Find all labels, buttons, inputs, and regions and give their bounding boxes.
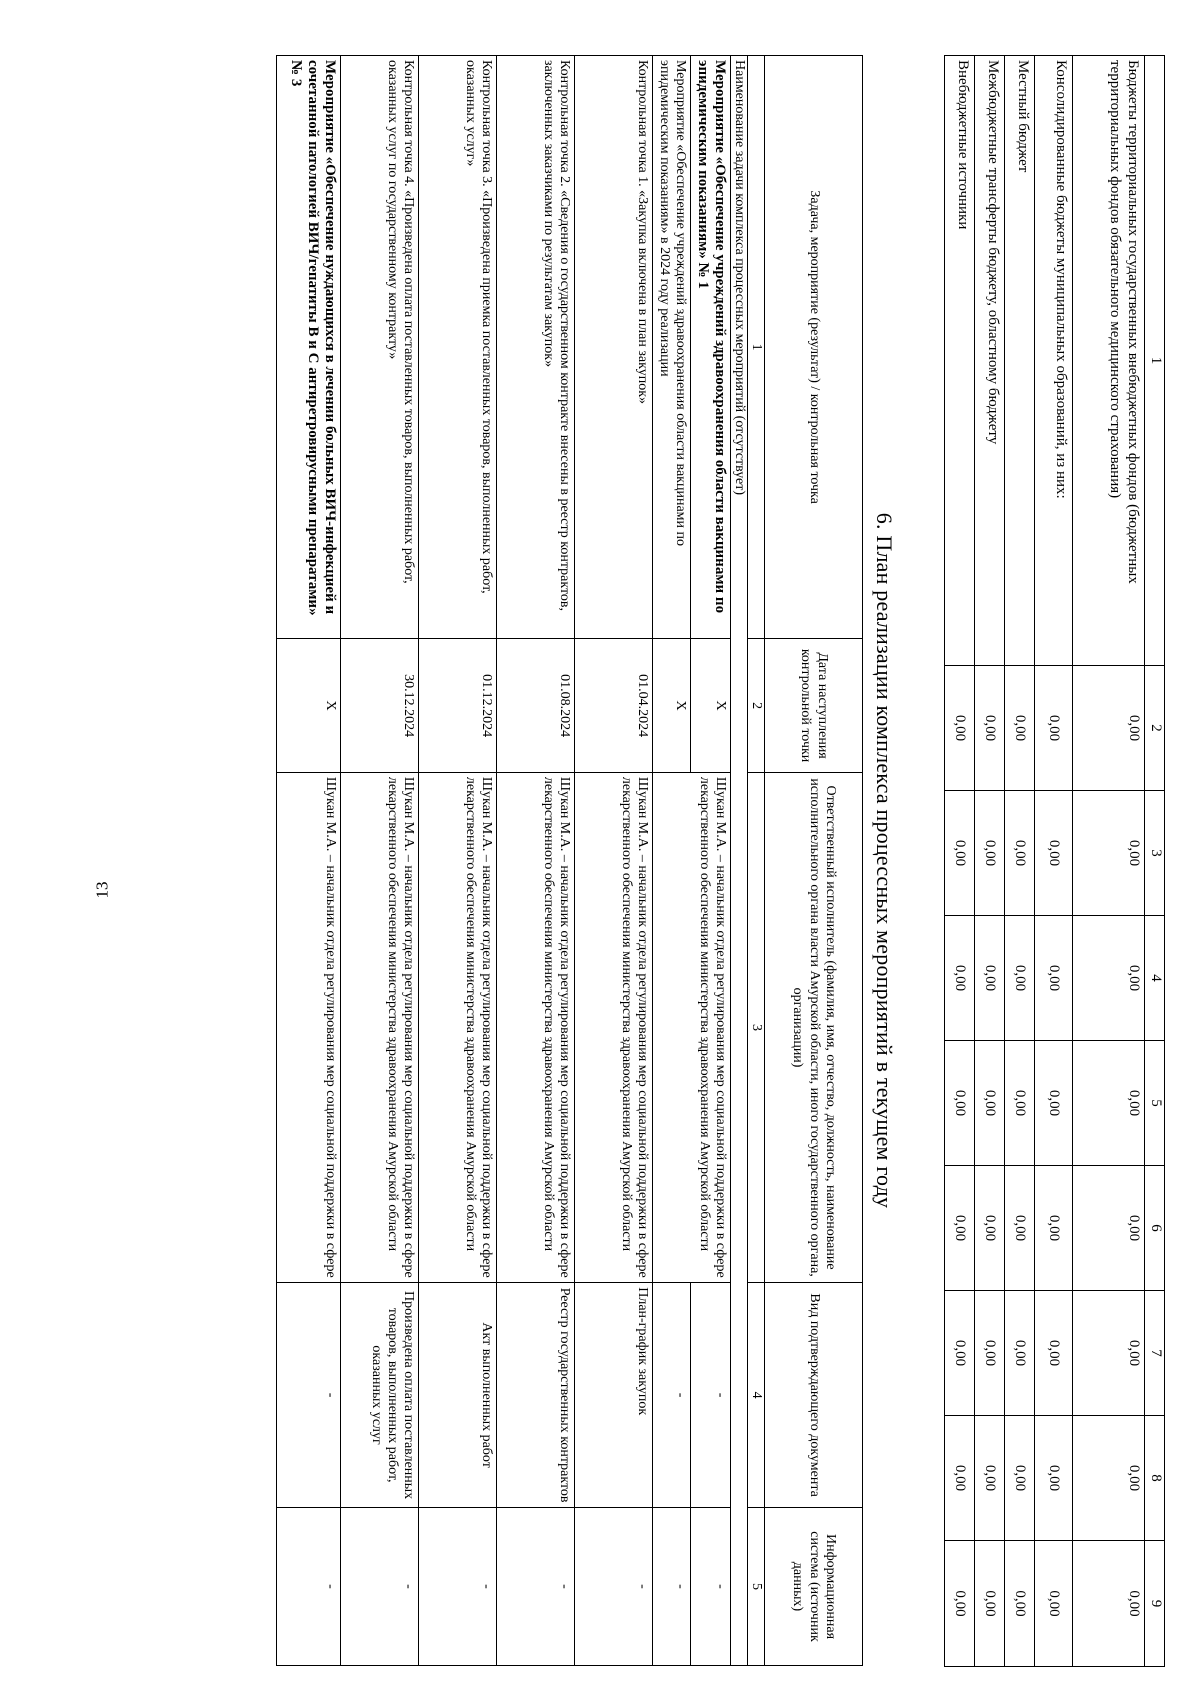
responsible-executor: Шукан М.А. – начальник отдела регулирования мер социальной поддержки в сфере лекарственного обеспечения министерства здравоохранения Амурской области — [419, 772, 497, 1282]
table1-header-cell: 9 — [1145, 1541, 1165, 1667]
value-cell: 0,00 — [975, 791, 1005, 916]
info-system — [497, 1508, 575, 1666]
responsible-executor: Шукан М.А. – начальник отдела регулирования мер социальной поддержки в сфере лекарственного обеспечения министерства здравоохранения Амурской области — [653, 772, 731, 1282]
info-system — [653, 1508, 691, 1666]
info-system-value: - — [712, 1584, 728, 1589]
info-system — [419, 1508, 497, 1666]
table-row — [341, 56, 419, 1666]
value-cell: 0,00 — [1005, 1041, 1035, 1166]
supporting-document: Произведена оплата поставленных товаров, выполненных работ, оказанных услуг — [341, 1283, 419, 1508]
table2-column-numbers-row — [747, 56, 764, 1666]
column-number: 4 — [747, 1283, 764, 1508]
document-value: - — [712, 1392, 728, 1398]
table1-header-cell: 8 — [1145, 1416, 1165, 1541]
task-row — [730, 56, 747, 1666]
table-row — [975, 56, 1005, 1667]
value-cell: 0,00 — [975, 1041, 1005, 1166]
table-row — [691, 56, 731, 1666]
supporting-document: План-график закупок — [575, 1283, 653, 1508]
value-cell: 0,00 — [945, 1416, 975, 1541]
document-value: - — [323, 1392, 339, 1398]
value-cell: 0,00 — [945, 791, 975, 916]
value-cell: 0,00 — [975, 1166, 1005, 1291]
control-date: 30.12.2024 — [341, 639, 419, 773]
rotated-landscape-content — [165, 25, 1165, 1675]
value-cell: 0,00 — [945, 1041, 975, 1166]
document-value: - — [673, 1392, 689, 1398]
column-number: 2 — [747, 639, 764, 773]
control-date: 01.12.2024 — [419, 639, 497, 773]
budget-source-name: Межбюджетные трансферты бюджету, областному бюджету — [975, 56, 1005, 666]
control-date: 01.08.2024 — [497, 639, 575, 773]
info-system — [341, 1508, 419, 1666]
table-row — [1005, 56, 1035, 1667]
value-cell: 0,00 — [1073, 1541, 1145, 1667]
control-date: Х — [653, 639, 691, 773]
control-point-title: Контрольная точка 3. «Произведена приемка поставленных товаров, выполненных работ, оказанных услуг» — [419, 56, 497, 639]
result-title: Мероприятие «Обеспечение учреждений здравоохранения области вакцинами по эпидемическим показаниям» в 2024 году реализации — [653, 56, 691, 639]
column-header-date: Дата наступления контрольной точки — [765, 639, 863, 773]
value-cell: 0,00 — [1035, 666, 1073, 791]
value-cell: 0,00 — [1005, 791, 1035, 916]
info-system-value: - — [323, 1584, 339, 1589]
info-system-value: - — [635, 1584, 651, 1589]
value-cell: 0,00 — [975, 1416, 1005, 1541]
budget-source-name: Бюджеты территориальных государственных внебюджетных фондов (бюджетных территориальных фондов обязательного медицинского страхования) — [1073, 56, 1145, 666]
value-cell: 0,00 — [975, 916, 1005, 1041]
info-system-value: - — [479, 1584, 495, 1589]
table-row — [497, 56, 575, 1666]
column-header-info-system: Информационная система (источник данных) — [765, 1508, 863, 1666]
table2-header-row — [765, 56, 863, 1666]
table1-header-row — [1145, 56, 1165, 1667]
responsible-executor: Шукан М.А. – начальник отдела регулирования мер социальной поддержки в сфере лекарственного обеспечения министерства здравоохранения Амурской области — [497, 772, 575, 1282]
info-system-value: - — [557, 1584, 573, 1589]
value-cell: 0,00 — [1035, 916, 1073, 1041]
value-cell: 0,00 — [1035, 791, 1073, 916]
value-cell: 0,00 — [1035, 1541, 1073, 1667]
value-cell: 0,00 — [1035, 1291, 1073, 1416]
table1-header-cell: 7 — [1145, 1291, 1165, 1416]
column-header-executor: Ответственный исполнитель (фамилия, имя, отчество, должность, наименование исполнительного органа власти Амурской области, иного государственного органа, организации) — [765, 772, 863, 1282]
value-cell: 0,00 — [945, 1166, 975, 1291]
value-cell: 0,00 — [1073, 791, 1145, 916]
table1-header-cell: 6 — [1145, 1166, 1165, 1291]
control-date: Х — [277, 639, 341, 773]
value-cell: 0,00 — [1073, 1041, 1145, 1166]
responsible-executor: Шукан М.А. – начальник отдела регулирования мер социальной поддержки в сфере — [277, 772, 341, 1282]
table-row — [945, 56, 975, 1667]
info-system-value: - — [401, 1584, 417, 1589]
supporting-document — [653, 1283, 691, 1508]
table-row — [575, 56, 653, 1666]
column-number: 5 — [747, 1508, 764, 1666]
control-point-title: Контрольная точка 1. «Закупка включена в план закупок» — [575, 56, 653, 639]
column-number: 1 — [747, 56, 764, 639]
supporting-document — [277, 1283, 341, 1508]
column-header-task: Задача, мероприятие (результат) / контрольная точка — [765, 56, 863, 639]
table-row — [1035, 56, 1073, 1667]
process-plan-table — [276, 55, 863, 1666]
measure-title: Мероприятие «Обеспечение нуждающихся в лечении больных ВИЧ-инфекцией и сочетанной патологией ВИЧ/гепатиты В и С антиретровирусными препаратами» № 3 — [277, 56, 341, 639]
table1-header-cell: 5 — [1145, 1041, 1165, 1166]
value-cell: 0,00 — [1073, 1291, 1145, 1416]
value-cell: 0,00 — [945, 666, 975, 791]
value-cell: 0,00 — [975, 1291, 1005, 1416]
value-cell: 0,00 — [1073, 1166, 1145, 1291]
table1-header-cell: 1 — [1145, 56, 1165, 666]
table1-header-cell: 3 — [1145, 791, 1165, 916]
value-cell: 0,00 — [1005, 1166, 1035, 1291]
budget-sources-table — [944, 55, 1165, 1667]
value-cell: 0,00 — [1035, 1166, 1073, 1291]
control-date: Х — [691, 639, 731, 773]
table1-header-cell: 4 — [1145, 916, 1165, 1041]
value-cell: 0,00 — [1073, 666, 1145, 791]
responsible-executor: Шукан М.А. – начальник отдела регулирования мер социальной поддержки в сфере лекарственного обеспечения министерства здравоохранения Амурской области — [575, 772, 653, 1282]
page-number: 13 — [92, 881, 112, 899]
task-absent-note: Наименование задачи комплекса процессных мероприятий (отсутствует) — [730, 56, 747, 1666]
column-number: 3 — [747, 772, 764, 1282]
table-row — [277, 56, 341, 1666]
budget-source-name: Внебюджетные источники — [945, 56, 975, 666]
value-cell: 0,00 — [975, 666, 1005, 791]
value-cell: 0,00 — [1035, 1041, 1073, 1166]
value-cell: 0,00 — [1073, 916, 1145, 1041]
control-point-title: Контрольная точка 4. «Произведена оплата поставленных товаров, выполненных работ, оказанных услуг по государственному контракту» — [341, 56, 419, 639]
value-cell: 0,00 — [945, 916, 975, 1041]
supporting-document — [691, 1283, 731, 1508]
value-cell: 0,00 — [975, 1541, 1005, 1667]
info-system-value: - — [673, 1584, 689, 1589]
supporting-document: Реестр государственных контрактов — [497, 1283, 575, 1508]
value-cell: 0,00 — [1073, 1416, 1145, 1541]
column-header-document: Вид подтверждающего документа — [765, 1283, 863, 1508]
control-date: 01.04.2024 — [575, 639, 653, 773]
control-point-title: Контрольная точка 2. «Сведения о государственном контракте внесены в реестр контрактов, заключенных заказчиками по результатам закупок» — [497, 56, 575, 639]
value-cell: 0,00 — [945, 1541, 975, 1667]
value-cell: 0,00 — [1035, 1416, 1073, 1541]
responsible-executor: Шукан М.А. – начальник отдела регулирования мер социальной поддержки в сфере лекарственного обеспечения министерства здравоохранения Амурской области — [341, 772, 419, 1282]
budget-source-name: Местный бюджет — [1005, 56, 1035, 666]
value-cell: 0,00 — [945, 1291, 975, 1416]
measure-title: Мероприятие «Обеспечение учреждений здравоохранения области вакцинами по эпидемическим показаниям» № 1 — [691, 56, 731, 639]
info-system — [277, 1508, 341, 1666]
value-cell: 0,00 — [1005, 1291, 1035, 1416]
info-system — [691, 1508, 731, 1666]
table1-header-cell: 2 — [1145, 666, 1165, 791]
supporting-document: Акт выполненных работ — [419, 1283, 497, 1508]
section-title: 6. План реализации комплекса процессных мероприятий в текущем году — [872, 512, 897, 1209]
table-row — [419, 56, 497, 1666]
value-cell: 0,00 — [1005, 1416, 1035, 1541]
info-system — [575, 1508, 653, 1666]
value-cell: 0,00 — [1005, 1541, 1035, 1667]
budget-source-name: Консолидированные бюджеты муниципальных образований, из них: — [1035, 56, 1073, 666]
table-row — [1073, 56, 1145, 1667]
value-cell: 0,00 — [1005, 916, 1035, 1041]
value-cell: 0,00 — [1005, 666, 1035, 791]
